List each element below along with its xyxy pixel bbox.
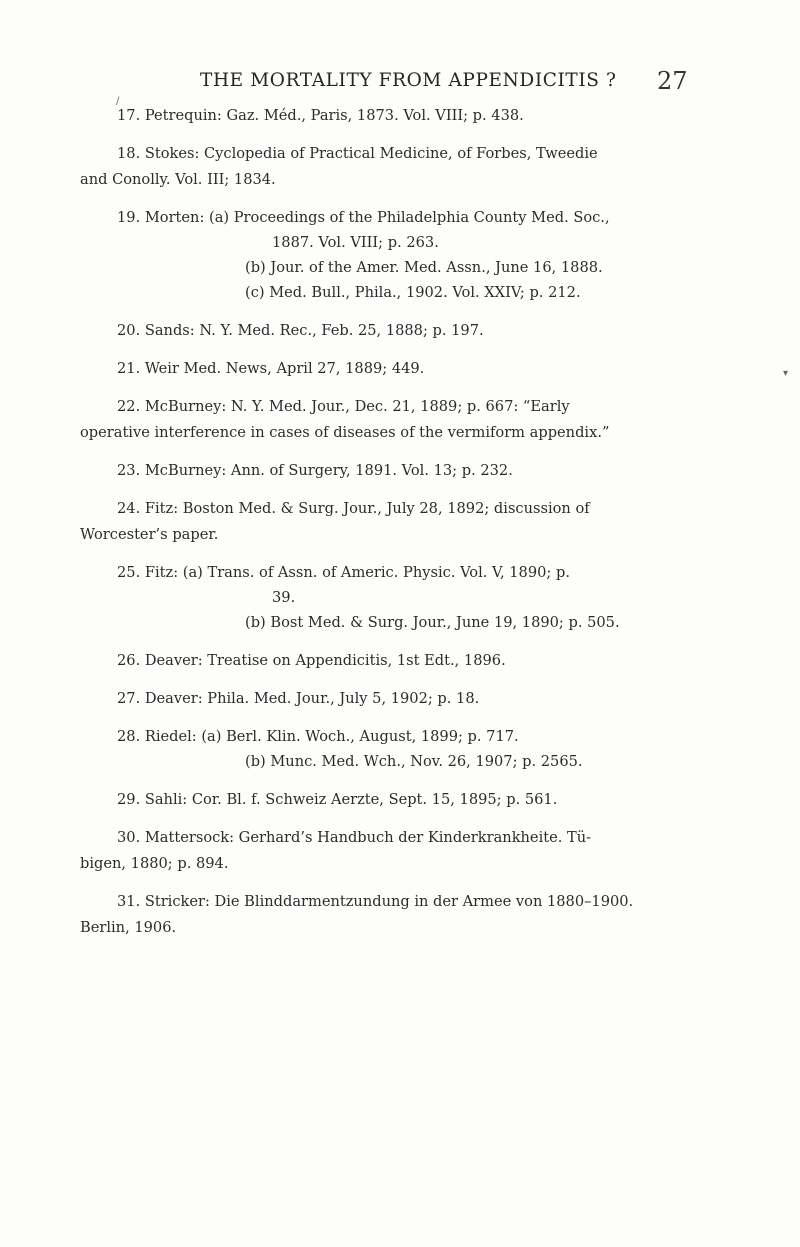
reference-line: 29. Sahli: Cor. Bl. f. Schweiz Aerzte, Sept. 15, 1895; p. 561. [117,791,558,808]
reference-subentry: (b) Munc. Med. Wch., Nov. 26, 1907; p. 2565. [245,753,583,770]
page-number: 27 [657,67,688,95]
reference-line: 18. Stokes: Cyclopedia of Practical Medicine, of Forbes, Tweedie [117,145,598,162]
reference-line: 25. Fitz: (a) Trans. of Assn. of Americ. Physic. Vol. V, 1890; p. [117,564,570,581]
reference-line: 27. Deaver: Phila. Med. Jour., July 5, 1902; p. 18. [117,690,480,707]
reference-line-continued: bigen, 1880; p. 894. [80,855,229,872]
reference-line-continued: Berlin, 1906. [80,919,177,936]
reference-line: 23. McBurney: Ann. of Surgery, 1891. Vol. 13; p. 232. [117,462,513,479]
stray-tick-mark: / [116,96,120,107]
page-header [0,67,800,100]
reference-line: 31. Stricker: Die Blinddarmentzundung in der Armee von 1880–1900. [117,893,634,910]
reference-line-continued: and Conolly. Vol. III; 1834. [80,171,276,188]
reference-subentry: (c) Med. Bull., Phila., 1902. Vol. XXIV; p. 212. [245,284,581,301]
reference-line-continued: operative interference in cases of diseases of the vermiform appendix.” [80,424,610,441]
reference-line: 28. Riedel: (a) Berl. Klin. Woch., August, 1899; p. 717. [117,728,519,745]
reference-line: 19. Morten: (a) Proceedings of the Philadelphia County Med. Soc., [117,209,610,226]
reference-line: 21. Weir Med. News, April 27, 1889; 449. [117,360,425,377]
reference-subentry: 39. [272,589,296,606]
reference-subentry: (b) Jour. of the Amer. Med. Assn., June 16, 1888. [245,259,603,276]
reference-line: 22. McBurney: N. Y. Med. Jour., Dec. 21, 1889; p. 667: “Early [117,398,570,415]
reference-subentry: (b) Bost Med. & Surg. Jour., June 19, 1890; p. 505. [245,614,620,631]
reference-line-continued: Worcester’s paper. [80,526,219,543]
reference-line: 20. Sands: N. Y. Med. Rec., Feb. 25, 1888; p. 197. [117,322,484,339]
reference-subentry: 1887. Vol. VIII; p. 263. [272,234,439,251]
stray-margin-mark: ▾ [783,368,789,379]
reference-line: 24. Fitz: Boston Med. & Surg. Jour., July 28, 1892; discussion of [117,500,590,517]
reference-line: 30. Mattersock: Gerhard’s Handbuch der Kinderkrankheite. Tü- [117,829,592,846]
reference-line: 26. Deaver: Treatise on Appendicitis, 1st Edt., 1896. [117,652,506,669]
running-title: THE MORTALITY FROM APPENDICITIS ? [200,70,617,91]
reference-line: 17. Petrequin: Gaz. Méd., Paris, 1873. Vol. VIII; p. 438. [117,107,524,124]
